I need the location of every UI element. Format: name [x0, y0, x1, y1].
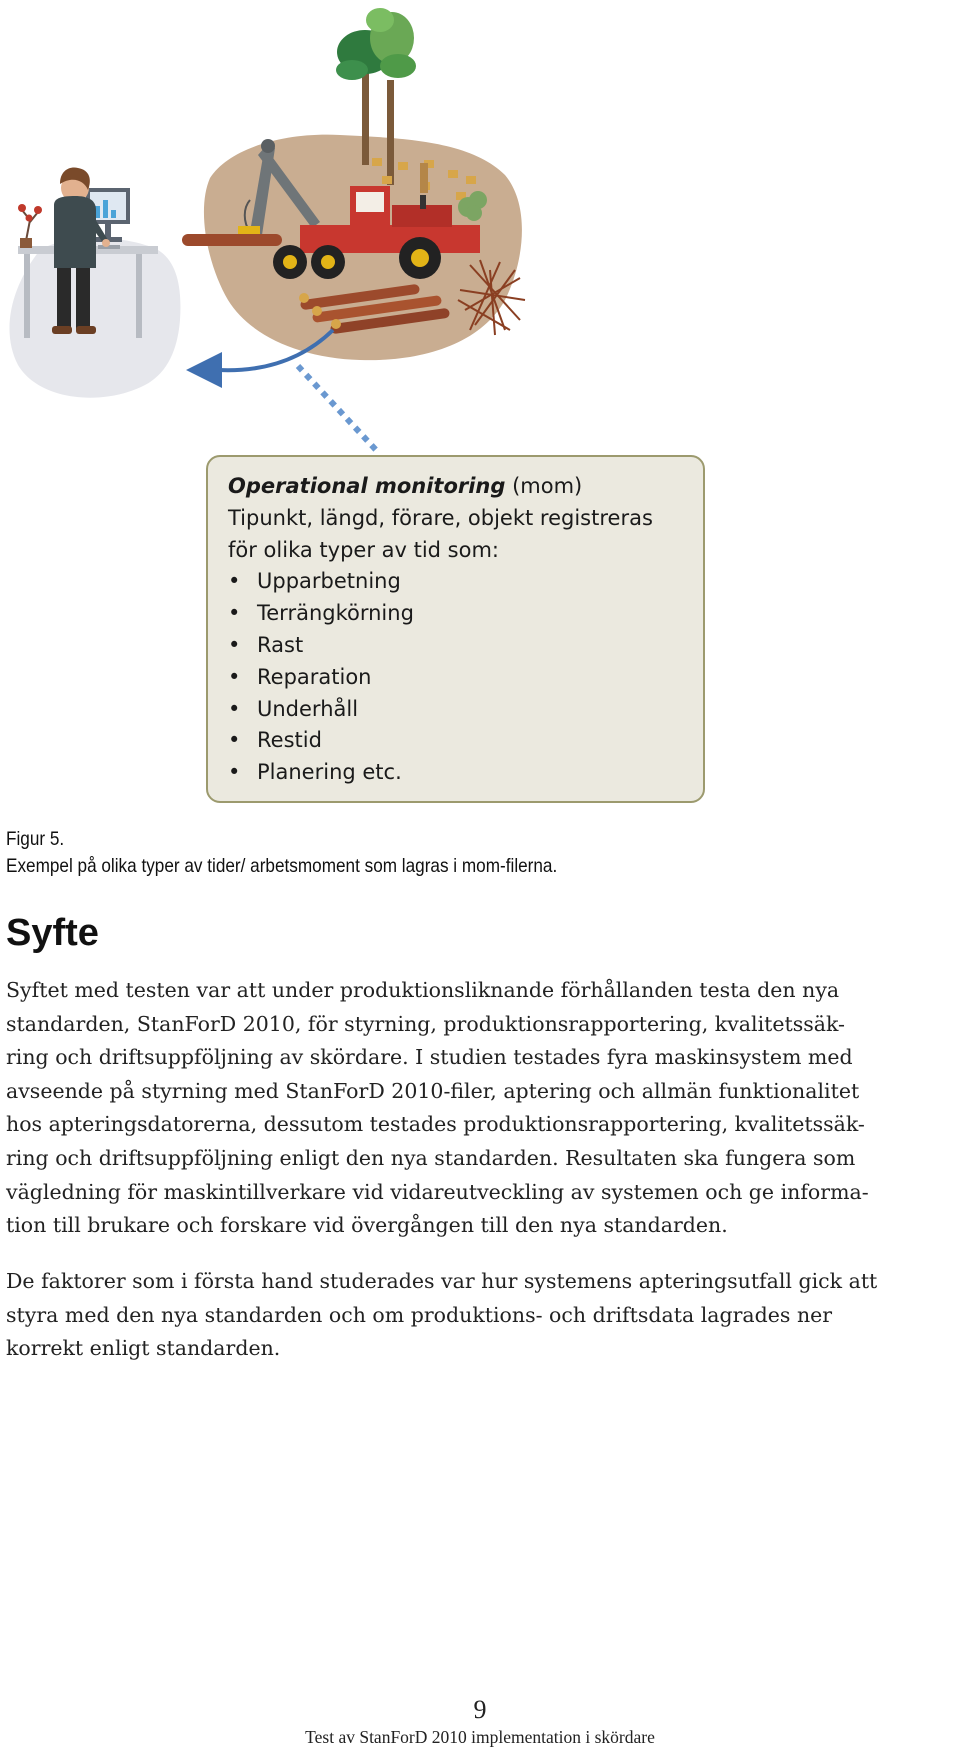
list-item-label: Terrängkörning	[257, 601, 414, 626]
figure-illustration	[0, 0, 960, 460]
list-item-label: Planering etc.	[257, 760, 402, 785]
list-item	[228, 725, 683, 757]
page-number: 9	[473, 1695, 487, 1724]
paragraph-line: ring och driftsuppföljning enligt den nya standarden. Resultaten ska fungera som	[6, 1145, 856, 1170]
body-paragraph-2	[6, 1265, 956, 1366]
bullet-icon: •	[228, 632, 241, 657]
figure-label: Figur 5.	[6, 828, 65, 850]
list-item-label: Restid	[257, 728, 322, 753]
list-item	[228, 662, 683, 694]
list-item	[228, 757, 683, 789]
page-footer: Test av StanForD 2010 implementation i skördare	[305, 1727, 655, 1747]
list-item-label: Underhåll	[257, 696, 359, 721]
paragraph-line: De faktorer som i första hand studerades var hur systemens apteringsutfall gick att	[6, 1269, 878, 1293]
list-item-label: Upparbetning	[257, 569, 401, 594]
callout-line-3: för olika typer av tid som:	[228, 537, 499, 562]
list-item	[228, 630, 683, 662]
body-paragraph-1	[6, 974, 956, 1243]
time-type-list	[228, 566, 683, 789]
bullet-icon: •	[228, 664, 241, 689]
bullet-icon: •	[228, 728, 241, 753]
bullet-icon: •	[228, 760, 241, 785]
paragraph-line: hos apteringsdatorerna, dessutom testades produktionsrapportering, kvalitetssäk-	[6, 1112, 865, 1137]
callout-line-2: Tipunkt, längd, förare, objekt registreras	[228, 505, 653, 530]
figure-description: Exempel på olika typer av tider/ arbetsmoment som lagras i mom-filerna.	[6, 855, 558, 877]
list-item	[228, 694, 683, 726]
list-item	[228, 598, 683, 630]
paragraph-line: avseende på styrning med StanForD 2010-filer, aptering och allmän funktionalitet	[6, 1078, 860, 1103]
figure-caption	[6, 826, 557, 880]
paragraph-line: ring och driftsuppföljning av skördare. I studien testades fyra maskinsystem med	[6, 1045, 853, 1070]
bullet-icon: •	[228, 696, 241, 721]
paragraph-line: Syftet med testen var att under produktionsliknande förhållanden testa den nya	[6, 978, 840, 1002]
paragraph-line: tion till brukare och forskare vid övergången till den nya standarden.	[6, 1213, 728, 1238]
section-heading: Syfte	[6, 912, 99, 954]
callout-title-italic: Operational monitoring	[228, 474, 506, 498]
list-item-label: Rast	[257, 632, 304, 657]
callout-title	[228, 471, 683, 503]
paragraph-line: standarden, StanForD 2010, för styrning, produktionsrapportering, kvalitetssäk-	[6, 1011, 845, 1036]
list-item	[228, 566, 683, 598]
paragraph-line: styra med den nya standarden och om produktions- och driftsdata lagrades ner	[6, 1302, 833, 1327]
callout-title-suffix: (mom)	[505, 474, 583, 498]
paragraph-line: korrekt enligt standarden.	[6, 1336, 281, 1361]
flower-icon	[18, 204, 42, 248]
paragraph-line: vägledning för maskintillverkare vid vidareutveckling av systemen och ge informa-	[6, 1179, 869, 1204]
bullet-icon: •	[228, 569, 241, 594]
bullet-icon: •	[228, 601, 241, 626]
operational-monitoring-callout	[206, 455, 705, 803]
list-item-label: Reparation	[257, 664, 372, 689]
